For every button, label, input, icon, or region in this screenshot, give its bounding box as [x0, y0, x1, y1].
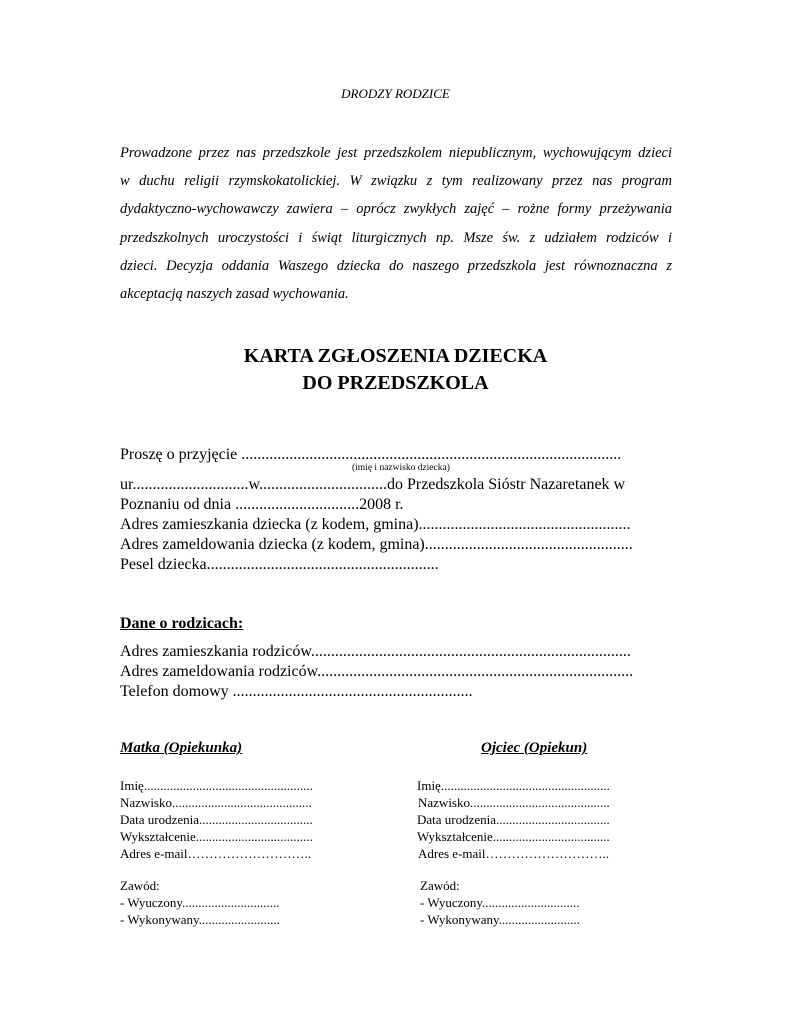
intro-line: akceptacją naszych zasad wychowania. [120, 286, 349, 303]
mother-job-heading: Zawód: [120, 878, 160, 893]
mother-birthdate-field: Data urodzenia................................... [120, 812, 313, 827]
intro-line: dydaktyczno-wychowawczy zawiera – oprócz zwykłych zajęć – rożne formy przeżywania [120, 201, 672, 218]
mother-name-field: Imię.................................................... [120, 778, 313, 793]
mother-learned-job-field: - Wyuczony.............................. [120, 895, 280, 910]
child-birth-field: ur.............................w................................do Przedszkola Sióstr Nazaretanek w [120, 476, 626, 493]
mother-surname-field: Nazwisko........................................... [120, 795, 312, 810]
parents-residence-field: Adres zamieszkania rodziców................................................................................ [120, 643, 631, 660]
child-pesel-field: Pesel dziecka.......................................................... [120, 556, 439, 573]
form-title-line-1: KARTA ZGŁOSZENIA DZIECKA [243, 345, 548, 367]
father-name-field: Imię.................................................... [417, 778, 610, 793]
father-email-field: Adres e-mail……………………….. [418, 846, 610, 861]
mother-current-job-field: - Wykonywany......................... [120, 912, 280, 927]
parents-registered-field: Adres zameldowania rodziców............................................................................... [120, 663, 634, 680]
parents-phone-field: Telefon domowy ............................................................ [120, 683, 473, 700]
father-learned-job-field: - Wyuczony.............................. [420, 895, 580, 910]
intro-paragraph [120, 139, 672, 308]
mother-email-field: Adres e-mail……………………….. [120, 846, 312, 861]
father-current-job-field: - Wykonywany......................... [420, 912, 580, 927]
form-title-line-2: DO PRZEDSZKOLA [302, 372, 489, 394]
father-surname-field: Nazwisko........................................... [418, 795, 610, 810]
father-heading: Ojciec (Opiekun) [481, 740, 588, 756]
child-name-note: (imię i nazwisko dziecka) [352, 463, 450, 473]
child-start-date-field: Poznaniu od dnia ...............................2008 r. [120, 496, 404, 513]
greeting-heading: DRODZY RODZICE [341, 86, 450, 101]
father-education-field: Wykształcenie.................................... [417, 829, 610, 844]
intro-line: w duchu religii rzymskokatolickiej. W związku z tym realizowany przez nas program [120, 173, 672, 190]
intro-line: Prowadzone przez nas przedszkole jest przedszkolem niepublicznym, wychowującym dzieci [120, 145, 672, 161]
child-registered-field: Adres zameldowania dziecka (z kodem, gmina).................................................... [120, 536, 633, 553]
father-birthdate-field: Data urodzenia................................... [417, 812, 610, 827]
parents-section-heading: Dane o rodzicach: [120, 615, 244, 632]
child-request-field: Proszę o przyjęcie ............................................................................................... [120, 446, 622, 463]
intro-line: dzieci. Decyzja oddania Waszego dziecka do naszego przedszkola jest równoznaczna z [120, 257, 672, 274]
father-job-heading: Zawód: [420, 878, 460, 893]
child-residence-field: Adres zamieszkania dziecka (z kodem, gmina)..................................................... [120, 516, 631, 533]
intro-line: przedszkolnych uroczystości i świąt liturgicznych np. Msze św. z udziałem rodziców i [120, 229, 672, 246]
mother-heading: Matka (Opiekunka) [120, 740, 243, 756]
mother-education-field: Wykształcenie.................................... [120, 829, 313, 844]
